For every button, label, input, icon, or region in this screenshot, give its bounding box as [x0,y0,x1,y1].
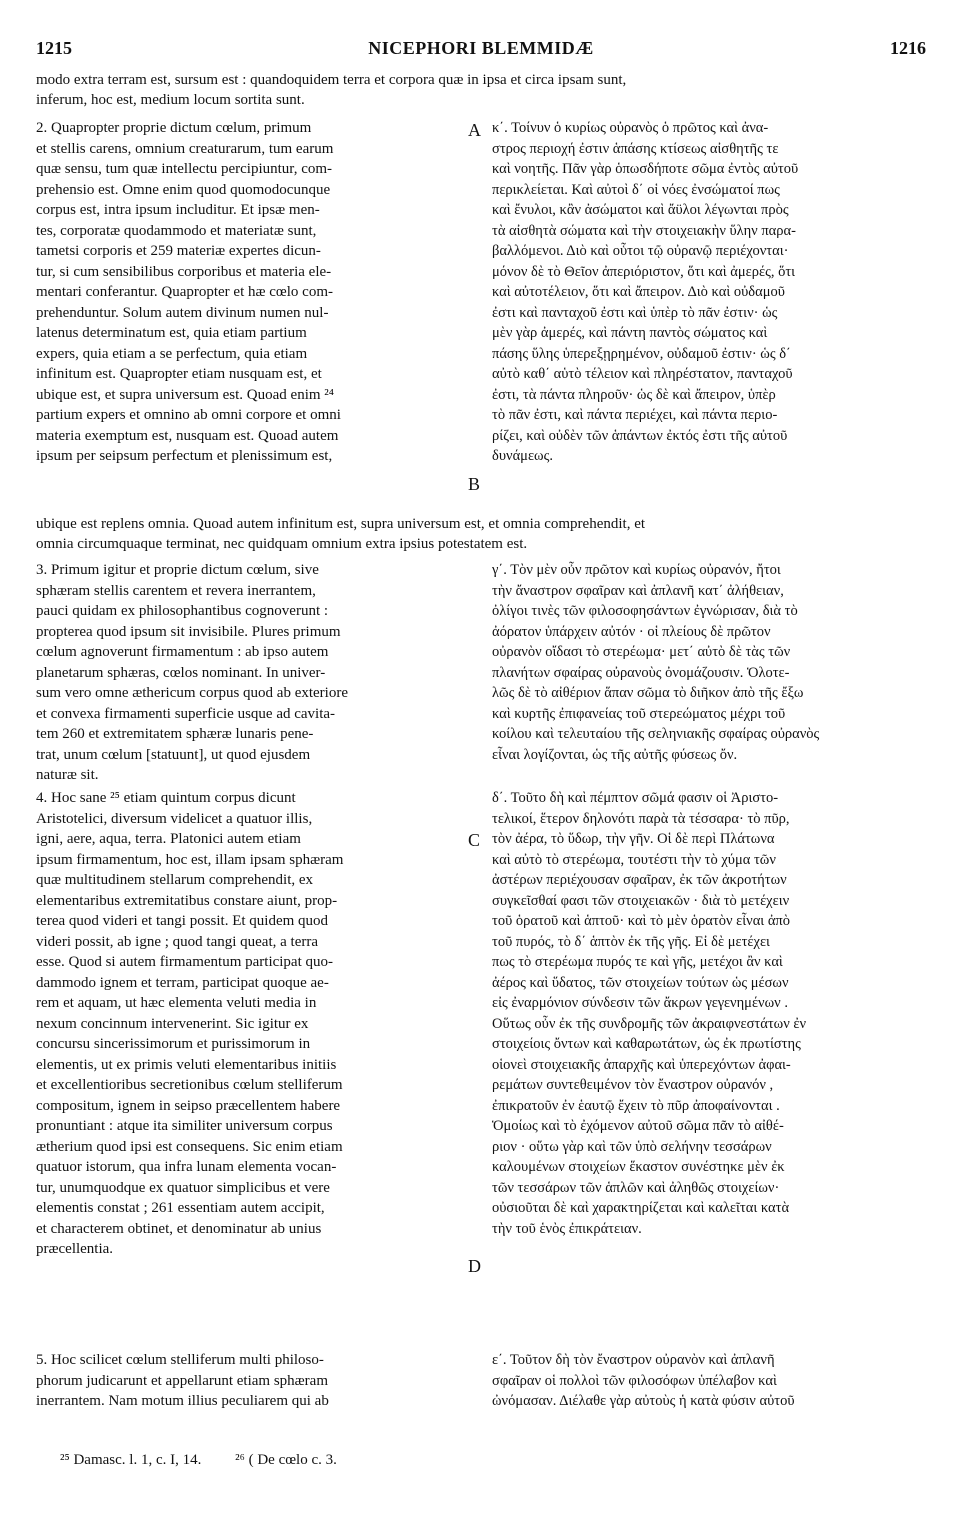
text-line: περικλείεται. Καὶ αὐτοὶ δ΄ οἱ νόες ἐνσώματοί πως [492,181,780,198]
text-line: ε΄. Τοῦτον δὴ τὸν ἔναστρον οὐρανὸν καὶ ἀπλανῆ [492,1352,775,1368]
margin-mark-a: A [468,120,481,140]
text-line: γ΄. Τὸν μὲν οὖν πρῶτον καὶ κυρίως οὐρανόν, ἤτοι [492,562,781,578]
text-line: τὰ αἰσθητὰ σώματα καὶ τὴν στοιχειακὴν ὕλην παρα- [492,222,796,239]
text-line: esse. Quod si autem firmamentum participat quo- [36,954,334,970]
text-line: κ΄. Τοίνυν ὁ κυρίως οὐρανὸς ὁ πρῶτος καὶ ἀνα- [492,120,769,136]
text-line: Aristotelici, diversum videlicet a quatuor illis, [36,810,313,827]
text-line: quæ multitudinem stellarum comprehendit, ex [36,872,314,888]
text-line: materia exemptum est, nusquam est. Quoad autem [36,427,339,444]
text-line: inerrantem. Nam motum illius peculiarem qui ab [36,1393,329,1409]
intro-paragraph [36,70,926,110]
text-line: expers, quia etiam a se perfectum, quia etiam [36,345,308,362]
text-line: σφαῖραν οἱ πολλοὶ τῶν φιλοσόφων ὑπέλαβον καὶ [492,1372,777,1389]
text-line: τῶν τεσσάρων τῶν ἁπλῶν καὶ ἀληθῶς στοιχείων· [492,1179,780,1196]
text-line: concursu sincerissimorum et purissimorum in [36,1036,311,1052]
bridge-paragraph [36,514,926,554]
text-line: ὠνόμασαν. Διέλαθε γὰρ αὐτοὺς ἡ κατὰ φύσιν αὐτοῦ [492,1393,795,1409]
text-line: τὴν τοῦ ἑνὸς ἐπικράτειαν. [492,1220,642,1237]
margin-mark-c: C [468,830,481,850]
text-line: ἐστι καὶ πανταχοῦ ἐστι καὶ ὑπὲρ τὸ πᾶν ἐστιν· ὡς [492,304,778,321]
text-line: τὸ πᾶν ἐστι, καὶ πάντα περιέχει, καὶ πάντα περιο- [492,407,778,423]
text-line: tes, corporatæ quodammodo et materiatæ sunt, [36,222,317,239]
text-line: et excellentioribus secretionibus cœlum stelliferum [36,1077,343,1093]
margin-mark-d: D [468,1256,481,1276]
text-line: ipsum per seipsum perfectum et plenissimum est, [36,448,333,464]
text-line: phorum judicarunt et appellarunt etiam sphæram [36,1372,329,1389]
page-header [36,38,926,64]
text-line: ἀστέρων περιέχουσαν σφαῖραν, ἐκ τῶν ἀκροτήτων [492,872,787,888]
text-line: latenus determinatum est, quia etiam partium [36,325,307,341]
text-line: planetarum sphæras, cœlos nominant. In univer- [36,664,326,681]
text-line: καὶ αὐτοτέλειον, ὅτι καὶ ἄπειρον. Διὸ καὶ οὐδαμοῦ [492,284,785,300]
running-title: NICEPHORI BLEMMIDÆ [368,38,594,58]
text-line: et convexa firmamenti superficie usque ad cavita- [36,705,336,722]
latin-paragraph-3 [36,560,468,786]
margin-mark-b: B [468,474,481,494]
latin-paragraph-4 [36,788,468,1260]
text-line: οὐρανὸν οἴδασι τὸ στερέωμα· μετ΄ αὐτὸ δὲ τὰς τῶν [492,644,791,660]
text-line: ὀλίγοι τινὲς τῶν φιλοσοφησάντων ἐγνώρισαν, διὰ τὸ [492,603,798,619]
text-line: 4. Hoc sane ²⁵ etiam quintum corpus dicunt [36,790,296,806]
text-line: igni, aere, aqua, terra. Platonici autem etiam [36,831,301,847]
text-line: ριον · οὕτω γὰρ καὶ τῶν ὑπὸ σελήνην τεσσάρων [492,1138,772,1155]
text-line: ἐστι, τὰ πάντα πληροῦν· ὡς δὲ καὶ ἄπειρον, ὑπὲρ [492,386,776,403]
text-line: κοίλου καὶ τελευταίου τῆς σεληνιακῆς σφαίρας οὐρανὸς [492,726,820,742]
text-line: propterea quod ipsum sit invisibile. Plures primum [36,623,341,640]
text-line: videri possit, ab igne ; quod tangi queat, a terra [36,933,319,950]
text-line: præcellentia. [36,1241,114,1257]
text-line: Οὕτως οὖν ἐκ τῆς συνδρομῆς τῶν ἀκραιφνεστάτων ἐν [492,1015,807,1032]
text-line: tur, si cum sensibilibus corporibus et materia ele- [36,263,332,280]
right-page-number: 1216 [890,38,926,58]
latin-paragraph-2 [36,118,468,467]
text-line: εἶναι λογίζονται, ὡς τῆς αὐτῆς φύσεως ὄν. [492,746,738,763]
text-line: καλουμένων στοιχείων ἕκαστον συνέστηκε μὲν ἐκ [492,1159,785,1175]
text-line: 2. Quapropter proprie dictum cœlum, primum [36,120,312,136]
text-line: δυνάμεως. [492,448,553,464]
text-line: στοιχείοις ὄντων καὶ καθαρωτάτων, ὡς ἐκ πρωτίστης [492,1036,801,1052]
text-line: rem et aquam, ut hæc elementa veluti media in [36,995,317,1011]
text-line: inferum, hoc est, medium locum sortita sunt. [36,92,305,108]
text-line: corpus est, intra ipsum includitur. Et ipsæ men- [36,202,320,218]
text-line: et characterem obtinet, et denominatur ab unius [36,1220,322,1237]
text-line: tur, unumquodque ex quatuor simplicibus et vere [36,1179,330,1196]
text-line: τελικοί, ἕτερον δηλονότι παρὰ τὰ τέσσαρα· τὸ πῦρ, [492,810,790,827]
text-line: partium expers et omnino ab omni corpore et omni [36,407,341,423]
text-line: καὶ ἔνυλοι, κἂν ἀσώματοι καὶ ἄϋλοι λέγωνται πρὸς [492,202,789,218]
text-line: εἰς ἐναρμόνιον σύνδεσιν τῶν ἄκρων γεγενημένων . [492,995,788,1011]
text-line: δ΄. Τοῦτο δὴ καὶ πέμπτον σῶμά φασιν οἱ Ἀριστο- [492,790,779,806]
text-line: ἀέρος καὶ ὕδατος, τῶν στοιχείων τούτων ὡς μέσων [492,974,789,991]
text-line: prehensio est. Omne enim quod quomodocunque [36,181,331,198]
text-line: καὶ αὐτὸ τὸ στερέωμα, τουτέστι τὴν τὸ χύμα τῶν [492,851,776,868]
text-line: ætherium quod ipsi est consequens. Sic enim etiam [36,1138,343,1155]
text-line: terea quod videri et tangi possit. Et quidem quod [36,913,329,929]
greek-paragraph-3 [492,560,926,765]
text-line: τοῦ πυρός, τὸ δ΄ ἁπτὸν ἐκ τῆς γῆς. Εἰ δὲ μετέχει [492,933,770,950]
text-line: prehenduntur. Solum autem divinum numen nul- [36,304,329,321]
text-line: dammodo ignem et terram, participat quoque ae- [36,974,329,991]
text-line: αὐτὸ καθ΄ αὑτὸ τέλειον καὶ πληρέστατον, πανταχοῦ [492,366,793,382]
text-line: ipsum firmamentum, hoc est, illam ipsam sphæram [36,851,344,868]
text-line: καὶ νοητῆς. Πᾶν γὰρ ὁπωσδήποτε σῶμα ἐντὸς αὐτοῦ [492,161,799,177]
text-line: ubique est, et supra universum est. Quoad enim ²⁴ [36,386,335,403]
text-line: μόνον δὲ τὸ Θεῖον ἀπεριόριστον, ὅτι καὶ ἀμερές, ὅτι [492,263,796,280]
text-line: compositum, ignem in seipso præcellentem habere [36,1097,341,1114]
text-line: μὲν γὰρ ἀμερές, καὶ πάντη παντὸς σώματος καὶ [492,325,768,341]
text-line: ἐπικρατοῦν ἐν ἑαυτῷ ἔχειν τὸ πῦρ ἀποφαίνονται . [492,1097,780,1114]
text-line: omnia circumquaque terminat, nec quidquam omnium extra ipsius potestatem est. [36,536,528,552]
text-line: elementis constat ; 261 essentiam autem accipit, [36,1200,325,1216]
text-line: modo extra terram est, sursum est : quandoquidem terra et corpora quæ in ipsa et circa ipsam sunt, [36,72,627,88]
text-line: tametsi corporis et 259 materiæ expertes dicun- [36,243,321,259]
text-line: Ὁμοίως καὶ τὸ ἐχόμενον αὐτοῦ σῶμα πᾶν τὸ αἰθέ- [492,1118,784,1134]
text-line: sphæram stellis carentem et revera inerrantem, [36,582,316,599]
text-line: ρεμάτων συντεθειμένον τὸν ἔναστρον οὐρανόν , [492,1077,774,1093]
greek-paragraph-5 [492,1350,926,1412]
text-line: στρος περιοχή ἐστιν ἁπάσης κτίσεως αἰσθητῆς τε [492,140,779,157]
text-line: pauci quidam ex philosophantibus cognoverunt : [36,603,329,619]
greek-paragraph-2 [492,118,926,467]
text-line: πάσης ὕλης ὑπερεξῃρημένον, οὐδαμοῦ ἐστιν· ὡς δ΄ [492,345,791,362]
text-line: οἱονεὶ στοιχειακῆς ἀπαρχῆς καὶ ὑπερεχόντων ἀφαι- [492,1056,791,1073]
text-line: καὶ κυρτῆς ἐπιφανείας τοῦ στερεώματος μέχρι τοῦ [492,705,786,722]
text-line: tem 260 et extremitatem sphæræ lunaris pene- [36,726,314,742]
text-line: nexum concinnum intervenerint. Sic igitur ex [36,1015,309,1032]
text-line: mentari conferantur. Quapropter et hæ cœlo com- [36,284,333,300]
text-line: πως τὸ στερέωμα πυρός τε καὶ γῆς, μετέχοι ἂν καὶ [492,954,783,970]
text-line: cœlum agnoverunt firmamentum : ab ipso autem [36,644,329,660]
text-line: pronuntiant : atque ita similiter universum corpus [36,1118,333,1134]
text-line: ρίζει, καὶ οὐδὲν τῶν ἁπάντων ἐκτός ἐστι τῆς αὐτοῦ [492,427,788,444]
text-line: οὐσιοῦται δὲ καὶ χαρακτηρίζεται καὶ καλεῖται κατὰ [492,1200,790,1216]
text-line: et stellis carens, omnium creaturarum, tum earum [36,140,334,157]
text-line: quæ sensu, tum quæ intellectu percipiuntur, com- [36,161,333,177]
text-line: 5. Hoc scilicet cœlum stelliferum multi philoso- [36,1352,324,1368]
text-line: sum vero omne æthericum corpus quod ab exteriore [36,685,348,701]
text-line: ἀόρατον ὑπάρχειν αὐτόν · οἱ πλείους δὲ πρῶτον [492,623,771,640]
text-line: elementaribus extremitatibus constare aiunt, prop- [36,892,338,909]
text-line: naturæ sit. [36,767,99,783]
text-line: λῶς δὲ τὸ αἰθέριον ἅπαν σῶμα τὸ διῆκον ἀπὸ τῆς ἔξω [492,685,804,701]
text-line: elementis, ut ex primis veluti elementaribus initiis [36,1056,337,1073]
footnote-26: ²⁶ ( De cœlo c. 3. [235,1452,337,1468]
text-line: τοῦ ὁρατοῦ καὶ ἁπτοῦ· καὶ τὸ μὲν ὁρατὸν εἶναι ἀπὸ [492,913,791,929]
left-page-number: 1215 [36,38,72,58]
latin-paragraph-5 [36,1350,468,1412]
greek-paragraph-4 [492,788,926,1239]
text-line: infinitum est. Quapropter etiam nusquam est, et [36,366,322,382]
text-line: ubique est replens omnia. Quoad autem infinitum est, supra universum est, et omnia comprehendit, et [36,516,646,532]
text-line: quatuor istorum, qua infra lunam elementa vocan- [36,1159,337,1175]
text-line: πλανήτων σφαίρας οὐρανοὺς ὀνομάζουσιν. Ὁλοτε- [492,664,790,681]
text-line: βαλλόμενοι. Διὸ καὶ οὗτοι τῷ οὐρανῷ περιέχονται· [492,243,789,259]
footnote-25: ²⁵ Damasc. l. 1, c. I, 14. [60,1452,202,1468]
text-line: 3. Primum igitur et proprie dictum cœlum, sive [36,562,319,578]
text-line: τὴν ἄναστρον σφαῖραν καὶ ἀπλανῆ κατ΄ ἀλήθειαν, [492,582,784,599]
text-line: trat, unum cœlum [statuunt], ut quod ejusdem [36,746,311,763]
footnotes [60,1452,367,1469]
text-line: συγκεῖσθαί φασι τῶν στοιχειακῶν · διὰ τὸ μετέχειν [492,892,790,909]
text-line: τὸν ἀέρα, τὸ ὕδωρ, τὴν γῆν. Οἱ δὲ περὶ Πλάτωνα [492,831,775,847]
